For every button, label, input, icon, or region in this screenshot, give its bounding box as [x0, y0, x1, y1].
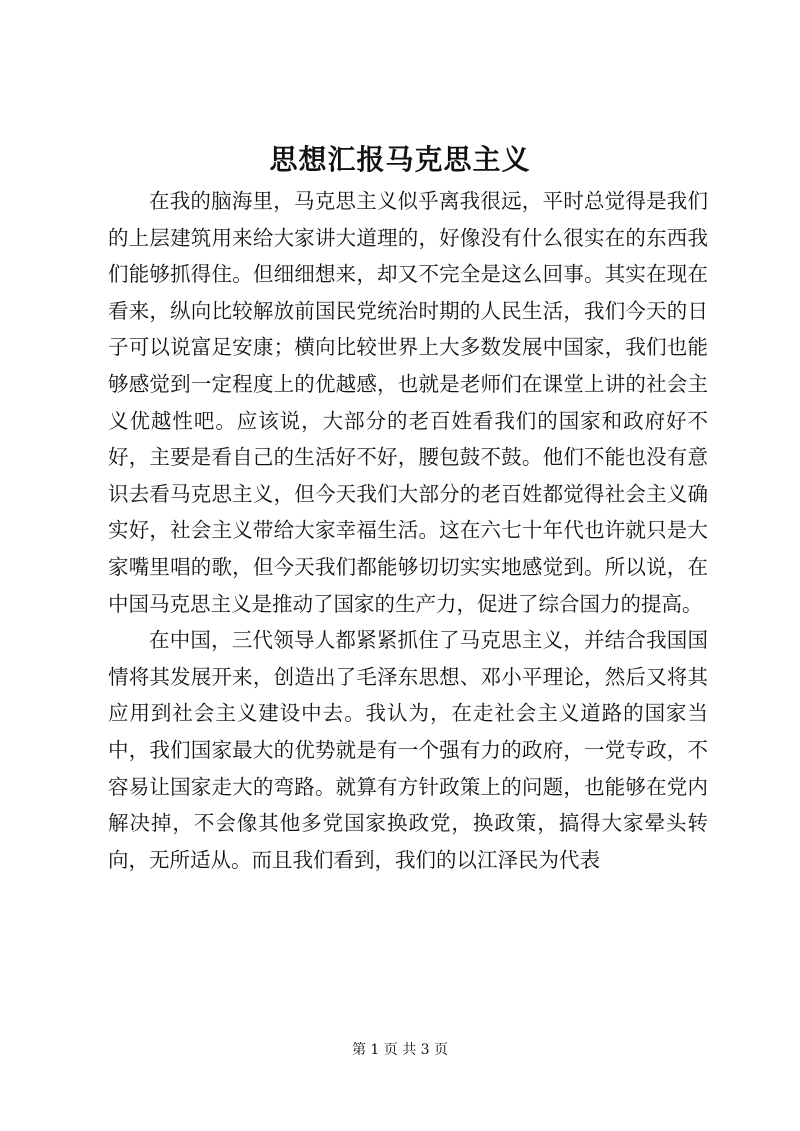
page-footer: 第 1 页 共 3 页 — [351, 1042, 449, 1058]
document-body — [108, 183, 708, 878]
document-title: 思想汇报马克思主义 — [269, 143, 531, 176]
paragraph-1: 在我的脑海里，马克思主义似乎离我很远，平时总觉得是我们的上层建筑用来给大家讲大道理的，好像没有什么很实在的东西我们能够抓得住。但细细想来，却又不完全是这么回事。其实在现在看来，纵向比较解放前国民党统治时期的人民生活，我们今天的日子可以说富足安康；横向比较世界上大多数发展中国家，我们也能够感觉到一定程度上的优越感，也就是老师们在课堂上讲的社会主义优越性吧。应该说，大部分的老百姓看我们的国家和政府好不好，主要是看自己的生活好不好，腰包鼓不鼓。他们不能也没有意识去看马克思主义，但今天我们大部分的老百姓都觉得社会主义确实好，社会主义带给大家幸福生活。这在六七十年代也许就只是大家嘴里唱的歌，但今天我们都能够切切实实地感觉到。所以说，在中国马克思主义是推动了国家的生产力，促进了综合国力的提高。 — [108, 189, 708, 616]
paragraph-2: 在中国，三代领导人都紧紧抓住了马克思主义，并结合我国国情将其发展开来，创造出了毛泽东思想、邓小平理论，然后又将其应用到社会主义建设中去。我认为，在走社会主义道路的国家当中，我们国家最大的优势就是有一个强有力的政府，一党专政，不容易让国家走大的弯路。就算有方针政策上的问题，也能够在党内解决掉，不会像其他多党国家换政党，换政策，搞得大家晕头转向，无所适从。而且我们看到，我们的以江泽民为代表 — [108, 628, 708, 872]
